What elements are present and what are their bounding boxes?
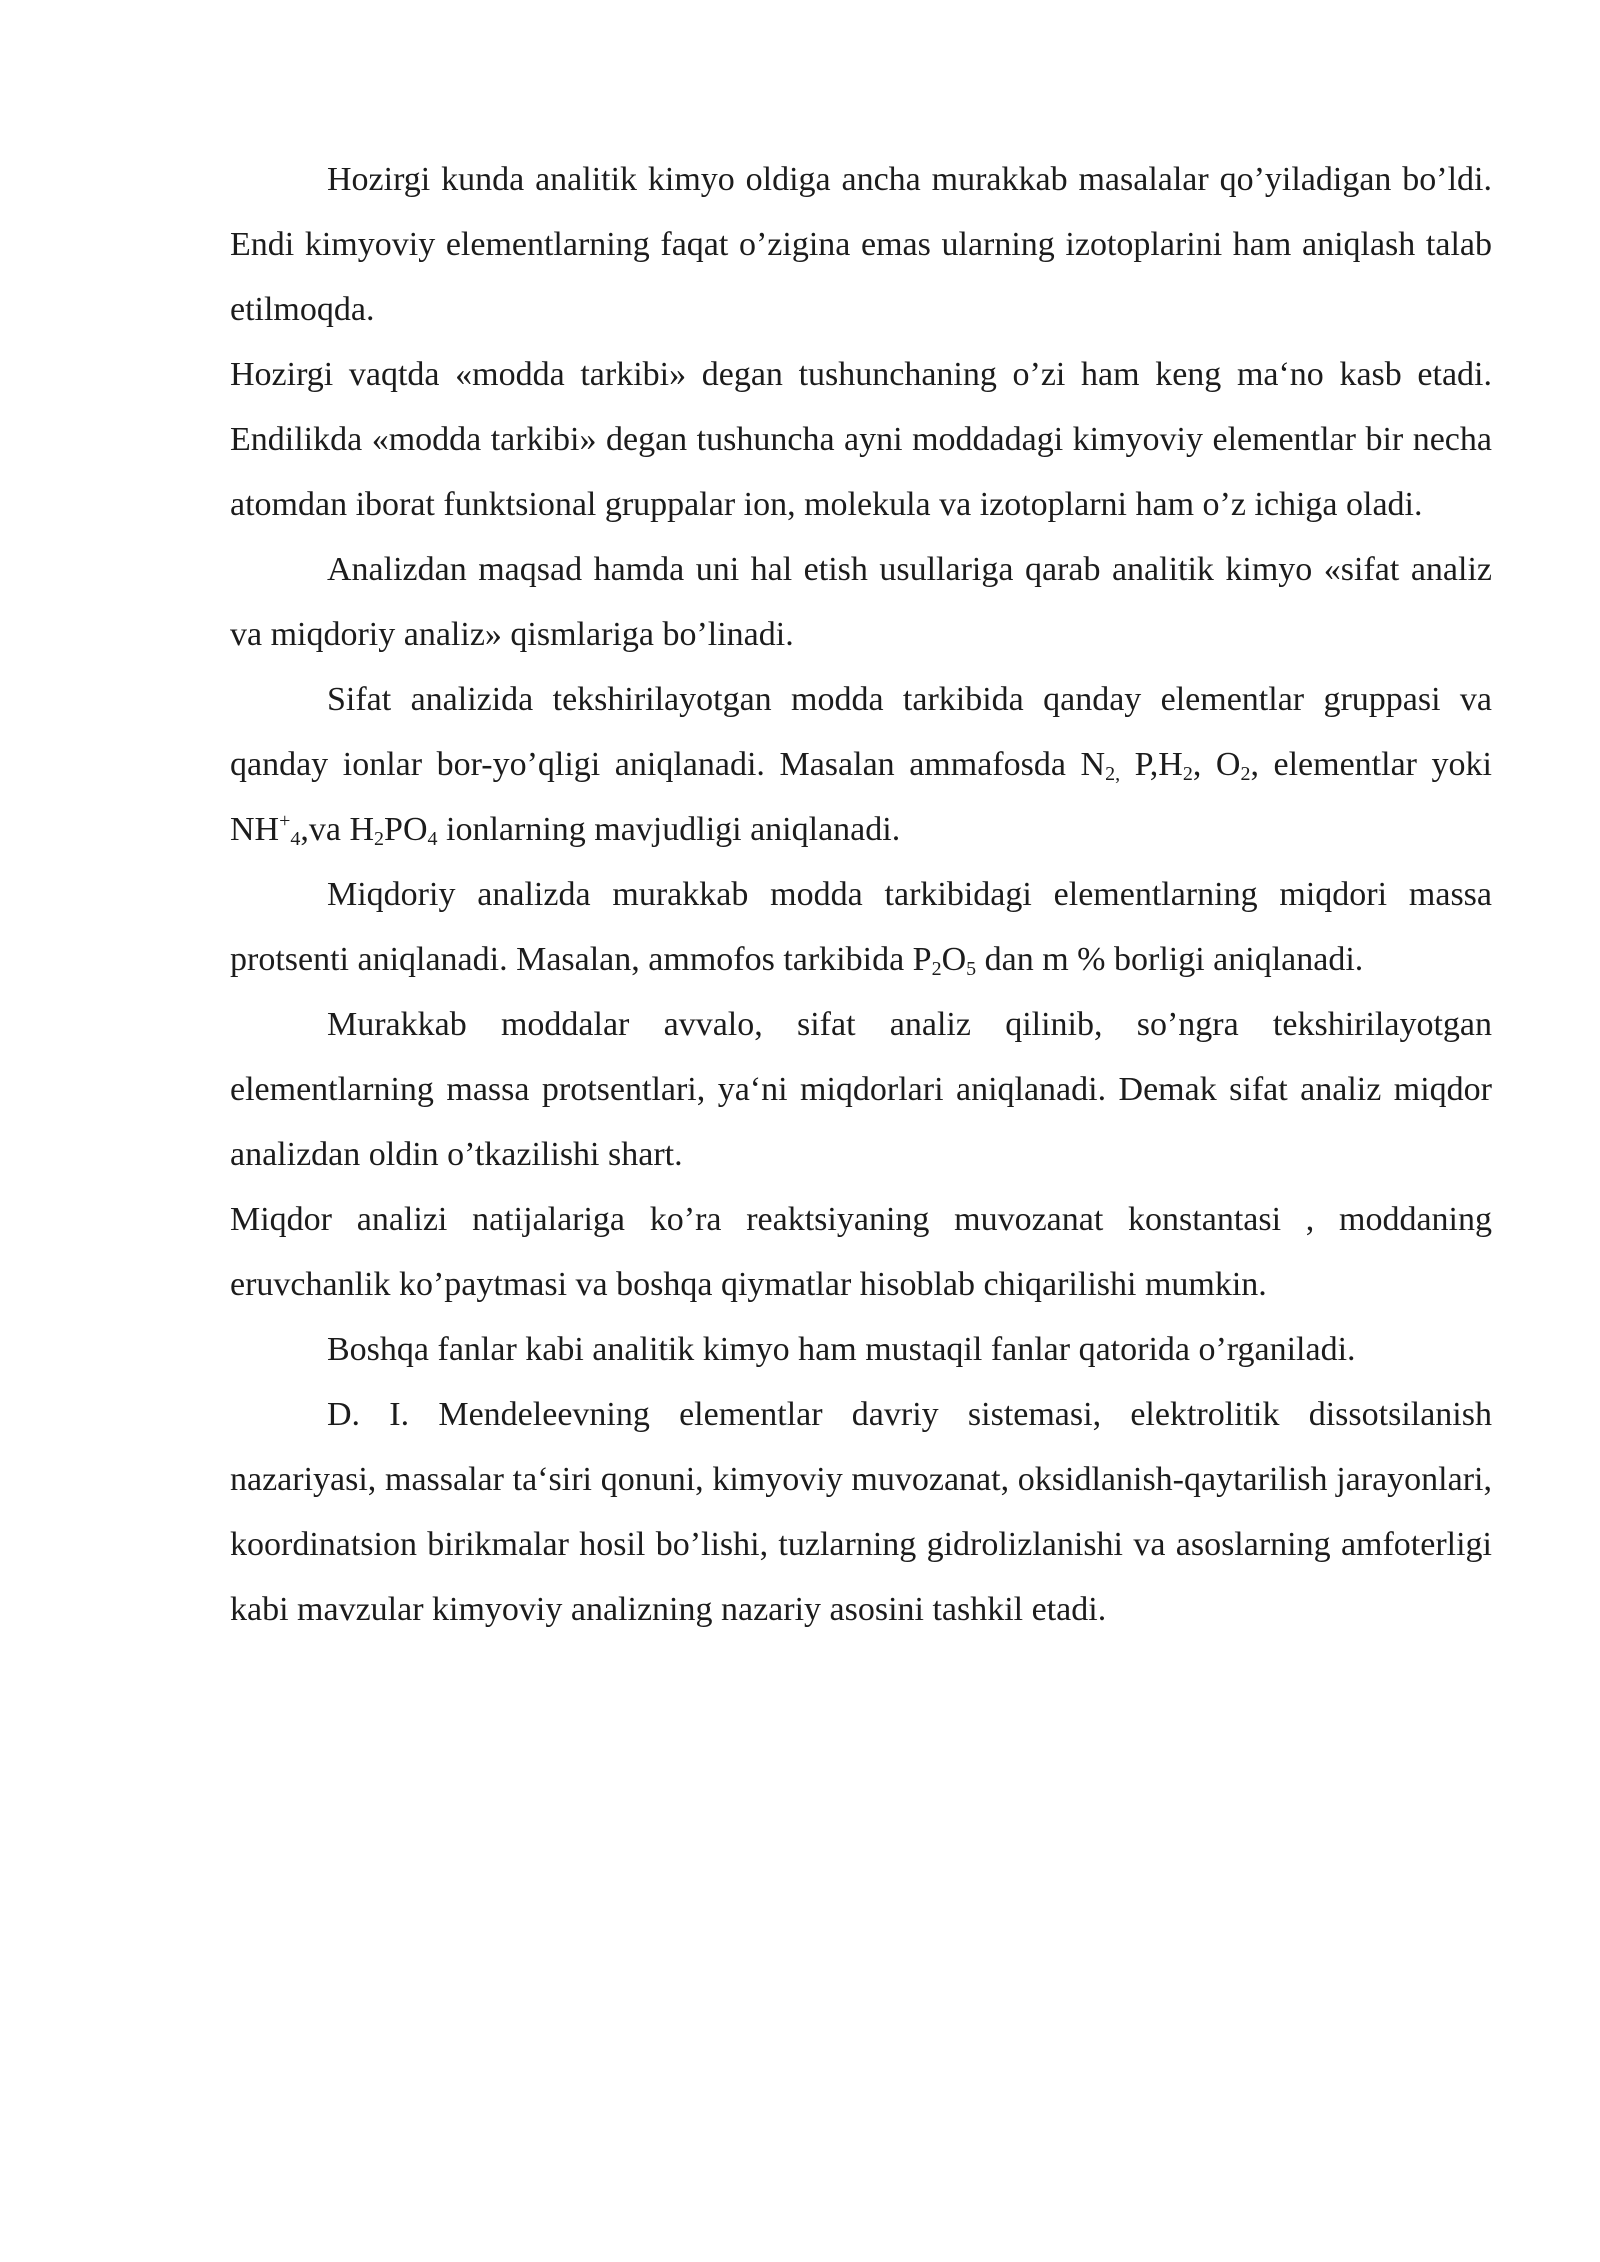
paragraph-5-text: Miqdoriy analizda murakkab modda tarkibidagi elementlarning miqdori massa protsenti aniqlanadi. Masalan, ammofos tarkibida P (230, 876, 1492, 978)
paragraph-5-text: O (941, 941, 967, 978)
paragraph-6: Murakkab moddalar avvalo, sifat analiz qilinib, so’ngra tekshirilayotgan elementlarning massa protsentlari, ya‘ni miqdorlari aniqlanadi. Demak sifat analiz miqdor analizdan oldin o’tkazilishi shart. (230, 1006, 1492, 1173)
subscript: 4 (427, 828, 438, 850)
paragraph-8: Boshqa fanlar kabi analitik kimyo ham mustaqil fanlar qatorida o’rganiladi. (327, 1331, 1356, 1368)
paragraph-4-text: , O (1192, 746, 1241, 783)
paragraph-4-text: , elementlar yoki NH (230, 746, 1492, 848)
paragraph-3: Analizdan maqsad hamda uni hal etish usullariga qarab analitik kimyo «sifat analiz va miqdoriy analiz» qismlariga bo’linadi. (230, 551, 1492, 653)
paragraph-4-text: PO (384, 811, 428, 848)
document-page (230, 147, 1492, 1642)
subscript: 2 (374, 828, 385, 850)
paragraph-4 (230, 667, 1492, 862)
subscript: 4 (290, 828, 301, 850)
paragraph-4-text: ,va H (300, 811, 375, 848)
paragraph-2: Hozirgi vaqtda «modda tarkibi» degan tushunchaning o’zi ham keng ma‘no kasb etadi. Endilikda «modda tarkibi» degan tushuncha ayni moddadagi kimyoviy elementlar bir necha atomdan iborat funktsional gruppalar ion, molekula va izotoplarni ham o’z ichiga oladi. (230, 356, 1492, 523)
superscript: + (279, 810, 291, 832)
paragraph-7: Miqdor analizi natijalariga ko’ra reaktsiyaning muvozanat konstantasi , moddaning eruvchanlik ko’paytmasi va boshqa qiymatlar hisoblab chiqarilishi mumkin. (230, 1201, 1492, 1303)
subscript: 2 (1182, 763, 1193, 785)
paragraph-1: Hozirgi kunda analitik kimyo oldiga ancha murakkab masalalar qo’yiladigan bo’ldi. Endi kimyoviy elementlarning faqat o’zigina emas ularning izotoplarini ham aniqlash talab etilmoqda. (230, 161, 1492, 328)
subscript: 2 (931, 958, 942, 980)
subscript: 5 (966, 958, 977, 980)
paragraph-4-text: ionlarning mavjudligi aniqlanadi. (437, 811, 901, 848)
paragraph-9: D. I. Mendeleevning elementlar davriy sistemasi, elektrolitik dissotsilanish nazariyasi, massalar ta‘siri qonuni, kimyoviy muvozanat, oksidlanish-qaytarilish jarayonlari, koordinatsion birikmalar hosil bo’lishi, tuzlarning gidrolizlanishi va asoslarning amfoterligi kabi mavzular kimyoviy analizning nazariy asosini tashkil etadi. (230, 1396, 1492, 1628)
paragraph-4-text: Sifat analizida tekshirilayotgan modda tarkibida qanday elementlar gruppasi va qanday ionlar bor-yo’qligi aniqlanadi. Masalan ammafosda N (230, 681, 1492, 783)
subscript: 2 (1240, 763, 1251, 785)
paragraph-5-text: dan m % borligi aniqlanadi. (976, 941, 1364, 978)
paragraph-5 (230, 862, 1492, 992)
paragraph-4-text: P,H (1120, 746, 1183, 783)
subscript: 2, (1105, 763, 1121, 785)
